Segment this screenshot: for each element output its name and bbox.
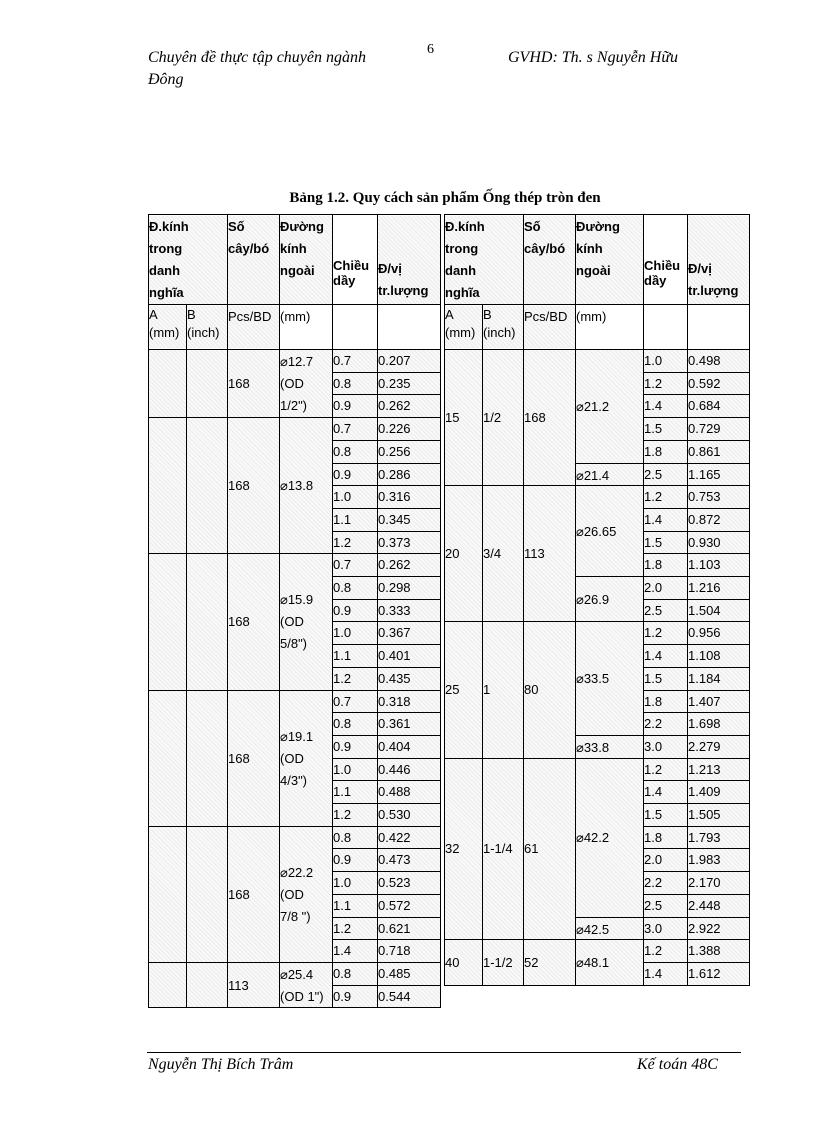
cell-weight: 0.488 [377,781,440,804]
cell-thickness: 1.2 [332,668,377,691]
cell-bundle: 168 [227,418,279,554]
cell-weight: 2.279 [687,736,749,759]
header-mm: (mm) [280,309,311,324]
cell-weight: 1.698 [687,713,749,736]
header-thickness: Chiều dầy [644,258,681,288]
cell-bundle: 113 [227,963,279,1008]
cell-nominal-b: 1-1/4 [482,759,523,941]
cell-thickness: 1.2 [643,622,687,645]
page-number: 6 [427,42,434,57]
cell-nominal-a: 32 [444,759,482,941]
cell-nominal-b [186,691,227,827]
cell-weight: 2.170 [687,872,749,895]
cell-thickness: 2.2 [643,713,687,736]
cell-nominal-a: 15 [444,350,482,486]
table-vertical-rule [575,214,576,986]
table-vertical-rule [643,214,644,986]
cell-thickness: 1.8 [643,554,687,577]
cell-weight: 1.216 [687,577,749,600]
table-vertical-rule [749,214,750,986]
cell-thickness: 1.5 [643,532,687,555]
cell-weight: 1.407 [687,691,749,714]
cell-weight: 0.572 [377,895,440,918]
cell-weight: 0.286 [377,464,440,487]
cell-weight: 1.103 [687,554,749,577]
cell-weight: 0.684 [687,395,749,418]
cell-thickness: 1.0 [332,872,377,895]
cell-weight: 0.367 [377,622,440,645]
table-vertical-rule [444,214,445,986]
cell-nominal-b [186,350,227,418]
table-vertical-rule [523,214,524,986]
cell-weight: 2.448 [687,895,749,918]
header-bundle-count: Số cây/bó [227,216,279,304]
cell-thickness: 1.8 [643,827,687,850]
cell-weight: 2.922 [687,918,749,941]
table-vertical-rule [186,304,187,1008]
cell-bundle: 168 [227,691,279,827]
cell-weight: 0.621 [377,918,440,941]
cell-weight: 0.262 [377,554,440,577]
cell-bundle: 168 [523,350,575,486]
cell-weight: 0.930 [687,532,749,555]
cell-weight: 0.485 [377,963,440,986]
cell-thickness: 1.0 [332,759,377,782]
table-horizontal-rule [444,985,575,986]
cell-outer-diameter: ⌀42.2 [575,759,643,918]
cell-weight: 0.262 [377,395,440,418]
cell-weight: 0.361 [377,713,440,736]
cell-thickness: 2.5 [643,600,687,623]
cell-thickness: 1.1 [332,509,377,532]
cell-thickness: 1.8 [643,441,687,464]
header-nominal-diameter: Đ.kính trong danh nghĩa [444,216,523,304]
cell-weight: 0.729 [687,418,749,441]
cell-thickness: 1.5 [643,668,687,691]
cell-weight: 0.333 [377,600,440,623]
cell-thickness: 0.9 [332,395,377,418]
table-horizontal-rule [332,1007,440,1008]
cell-thickness: 2.5 [643,895,687,918]
cell-weight: 0.753 [687,486,749,509]
header-pcs-bd: Pcs/BD [523,306,575,348]
header-b-inch: B (inch) [186,306,227,348]
cell-thickness: 0.8 [332,441,377,464]
cell-weight: 0.544 [377,986,440,1009]
table-horizontal-rule [148,214,440,215]
cell-weight: 0.872 [687,509,749,532]
cell-thickness: 1.0 [643,350,687,373]
cell-weight: 1.388 [687,940,749,963]
table-vertical-rule [482,304,483,986]
table-horizontal-rule [575,985,643,986]
table-horizontal-rule [444,214,749,215]
cell-thickness: 0.7 [332,691,377,714]
cell-weight: 0.498 [687,350,749,373]
table-vertical-rule [377,214,378,1008]
cell-nominal-a: 40 [444,940,482,985]
cell-thickness: 2.2 [643,872,687,895]
header-b-inch: B (inch) [482,306,523,348]
cell-weight: 0.435 [377,668,440,691]
cell-thickness: 0.9 [332,736,377,759]
cell-outer-diameter: ⌀19.1 (OD 4/3") [279,691,332,827]
cell-thickness: 0.8 [332,827,377,850]
cell-thickness: 1.2 [643,486,687,509]
cell-thickness: 0.8 [332,713,377,736]
cell-bundle: 80 [523,622,575,758]
table-horizontal-rule [643,985,749,986]
table-vertical-rule [279,214,280,1008]
cell-weight: 0.345 [377,509,440,532]
cell-outer-diameter: ⌀15.9 (OD 5/8") [279,554,332,690]
cell-weight: 0.318 [377,691,440,714]
cell-thickness: 1.5 [643,804,687,827]
cell-weight: 0.235 [377,373,440,396]
cell-nominal-a [148,554,186,690]
header-thickness: Chiều dầy [333,258,370,288]
cell-thickness: 3.0 [643,736,687,759]
cell-weight: 1.165 [687,464,749,487]
table-horizontal-rule [148,304,440,305]
cell-outer-diameter: ⌀33.5 [575,622,643,736]
cell-thickness: 0.8 [332,577,377,600]
table-horizontal-rule [279,1007,332,1008]
cell-nominal-a [148,350,186,418]
cell-nominal-a [148,418,186,554]
cell-nominal-a [148,827,186,963]
footer-rule [147,1052,741,1053]
cell-outer-diameter: ⌀26.65 [575,486,643,577]
cell-nominal-a: 20 [444,486,482,622]
cell-thickness: 0.9 [332,600,377,623]
cell-outer-diameter: ⌀42.5 [575,918,643,941]
cell-nominal-b [186,418,227,554]
cell-weight: 1.409 [687,781,749,804]
cell-thickness: 1.2 [332,918,377,941]
table-horizontal-rule [148,349,440,350]
table-vertical-rule [440,214,441,1008]
cell-outer-diameter: ⌀12.7 (OD 1/2") [279,350,332,418]
cell-outer-diameter: ⌀48.1 [575,940,643,985]
cell-weight: 0.523 [377,872,440,895]
cell-thickness: 1.4 [332,940,377,963]
cell-thickness: 0.7 [332,418,377,441]
table-horizontal-rule [444,349,749,350]
cell-thickness: 0.7 [332,554,377,577]
cell-thickness: 1.8 [643,691,687,714]
cell-weight: 0.530 [377,804,440,827]
cell-bundle: 168 [227,827,279,963]
cell-weight: 0.298 [377,577,440,600]
header-weight: Đ/vị tr.lượng [687,216,749,304]
header-left-text: Chuyên đề thực tập chuyên ngành Đông [148,49,366,88]
cell-nominal-b: 1/2 [482,350,523,486]
cell-thickness: 1.2 [643,940,687,963]
cell-thickness: 1.1 [332,895,377,918]
cell-weight: 0.226 [377,418,440,441]
cell-weight: 1.213 [687,759,749,782]
cell-thickness: 1.2 [643,373,687,396]
cell-bundle: 52 [523,940,575,985]
cell-weight: 0.256 [377,441,440,464]
footer-author: Nguyễn Thị Bích Trâm [148,1056,294,1073]
cell-thickness: 3.0 [643,918,687,941]
cell-thickness: 0.8 [332,373,377,396]
cell-weight: 0.404 [377,736,440,759]
cell-thickness: 1.4 [643,509,687,532]
cell-nominal-b: 3/4 [482,486,523,622]
cell-thickness: 2.0 [643,849,687,872]
cell-thickness: 1.4 [643,963,687,986]
cell-nominal-b [186,827,227,963]
cell-nominal-b: 1-1/2 [482,940,523,985]
cell-thickness: 1.4 [643,645,687,668]
cell-outer-diameter: ⌀13.8 [279,418,332,554]
cell-weight: 1.505 [687,804,749,827]
cell-thickness: 1.2 [643,759,687,782]
cell-thickness: 1.4 [643,395,687,418]
table-vertical-rule [332,214,333,1008]
cell-thickness: 0.9 [332,464,377,487]
cell-bundle: 168 [227,554,279,690]
header-pcs-bd: Pcs/BD [227,306,279,348]
table-title: Bảng 1.2. Quy cách sản phẩm Ống thép tròn đen [289,190,601,206]
cell-weight: 0.473 [377,849,440,872]
cell-weight: 0.401 [377,645,440,668]
header-bundle-count: Số cây/bó [523,216,575,304]
cell-thickness: 1.1 [332,781,377,804]
table-vertical-rule [148,214,149,1008]
cell-thickness: 0.9 [332,849,377,872]
cell-bundle: 168 [227,350,279,418]
header-nominal-diameter: Đ.kính trong danh nghĩa [148,216,227,304]
cell-weight: 0.956 [687,622,749,645]
header-right-text: GVHD: Th. s Nguyễn Hữu [508,49,679,66]
cell-thickness: 1.2 [332,532,377,555]
cell-bundle: 61 [523,759,575,941]
cell-nominal-b [186,963,227,1008]
cell-outer-diameter: ⌀22.2 (OD 7/8 ") [279,827,332,963]
cell-outer-diameter: ⌀21.2 [575,350,643,464]
table-horizontal-rule [148,1007,279,1008]
cell-nominal-b [186,554,227,690]
cell-outer-diameter: ⌀26.9 [575,577,643,622]
table-vertical-rule [227,214,228,1008]
cell-outer-diameter: ⌀25.4 (OD 1") [279,963,332,1008]
cell-thickness: 2.5 [643,464,687,487]
footer-class: Kế toán 48C [637,1056,718,1073]
table-vertical-rule [687,214,688,986]
cell-nominal-a: 25 [444,622,482,758]
cell-thickness: 0.9 [332,986,377,1009]
cell-weight: 1.184 [687,668,749,691]
cell-thickness: 1.5 [643,418,687,441]
header-weight: Đ/vị tr.lượng [377,216,440,304]
cell-weight: 1.108 [687,645,749,668]
cell-weight: 0.861 [687,441,749,464]
cell-weight: 0.446 [377,759,440,782]
table-horizontal-rule [444,304,749,305]
cell-thickness: 0.8 [332,963,377,986]
header-a-mm: A (mm) [148,306,186,348]
header-outer-diameter: Đường kính ngoài [575,216,643,304]
cell-nominal-a [148,963,186,1008]
cell-thickness: 0.7 [332,350,377,373]
cell-weight: 1.983 [687,849,749,872]
cell-outer-diameter: ⌀33.8 [575,736,643,759]
cell-thickness: 1.2 [332,804,377,827]
cell-weight: 1.793 [687,827,749,850]
cell-nominal-a [148,691,186,827]
cell-weight: 1.504 [687,600,749,623]
cell-outer-diameter: ⌀21.4 [575,464,643,487]
cell-thickness: 2.0 [643,577,687,600]
cell-weight: 0.373 [377,532,440,555]
header-a-mm: A (mm) [444,306,482,348]
cell-nominal-b: 1 [482,622,523,758]
cell-weight: 0.207 [377,350,440,373]
header-outer-diameter: Đường kính ngoài [279,216,332,304]
cell-weight: 0.422 [377,827,440,850]
cell-thickness: 1.0 [332,622,377,645]
cell-weight: 0.316 [377,486,440,509]
cell-thickness: 1.0 [332,486,377,509]
cell-thickness: 1.1 [332,645,377,668]
cell-weight: 0.592 [687,373,749,396]
cell-thickness: 1.4 [643,781,687,804]
cell-weight: 1.612 [687,963,749,986]
cell-bundle: 113 [523,486,575,622]
cell-weight: 0.718 [377,940,440,963]
header-mm: (mm) [576,309,607,324]
